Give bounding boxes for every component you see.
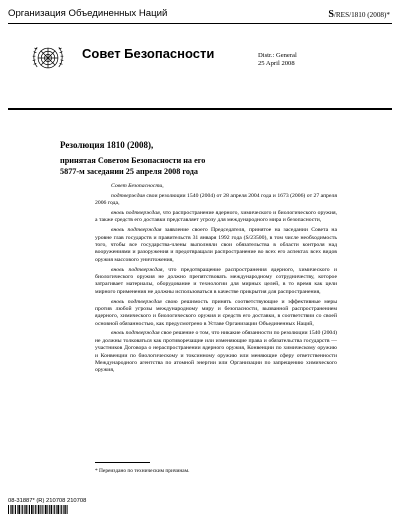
preamble-paragraph <box>95 183 337 190</box>
paragraph-lead: вновь подтверждая <box>111 227 162 234</box>
document-symbol <box>328 9 390 20</box>
paragraph-text: свое решение о том, что никакие обязанности по резолюции 1540 (2004) не должны толковаться как противоречащие или изменяющие права и обязательства государств — участников Договора о нераспространении ядерного оружия, Конвенции по химическому оружию и Конвенции по биологическому и токсинному оружию или меняющие сферу ответственности Международного агентства по атомной энергии или Организации по запрещению химического оружия, <box>95 330 337 374</box>
resolution-title: Резолюция 1810 (2008), <box>60 140 154 150</box>
footnote-rule <box>95 462 150 463</box>
preamble-paragraph <box>95 330 337 374</box>
paragraph-text: что распространение ядерного, химического и биологического оружия, а также средств его доставки представляет угрозу для международного мира и безопасности, <box>95 210 337 224</box>
paragraph-text: свои резолюции 1540 (2004) от 28 апреля 2004 года и 1673 (2006) от 27 апреля 2006 года, <box>95 192 337 207</box>
preamble-paragraph <box>95 210 337 225</box>
organization-name: Организация Объединенных Наций <box>8 8 168 19</box>
distribution: Distr.: General <box>258 52 297 59</box>
paragraph-text: свою решимость принять соответствующие и эффективные меры против любой угрозы международному миру и безопасности, вызванной распространением ядерного, химического и биологического оружия и средств его доставки, в соответствии со своей основной обязанностью, как предусмотрено в Уставе Организации Объединенных Наций, <box>95 298 338 327</box>
paragraph-lead: Совет Безопасности, <box>111 183 164 189</box>
footnote: * Переиздано по техническим причинам. <box>95 468 190 474</box>
paragraph-lead: вновь подтверждая, <box>111 266 164 273</box>
symbol-prefix: S <box>328 9 334 20</box>
adoption-info <box>60 156 205 177</box>
adoption-line-2: 5877-м заседании 25 апреля 2008 года <box>60 166 199 176</box>
paragraph-lead: вновь подтверждая <box>111 330 160 337</box>
issue-date: 25 April 2008 <box>258 60 295 67</box>
resolution-body <box>95 183 337 377</box>
un-emblem-icon <box>30 40 66 76</box>
barcode-icon <box>8 505 68 514</box>
adoption-line-1: принятая Советом Безопасности на его <box>60 156 206 165</box>
paragraph-lead: подтверждая <box>111 192 145 199</box>
preamble-paragraph <box>95 227 337 264</box>
document-number: 08-31887* (R) 210708 210708 <box>8 498 87 504</box>
paragraph-lead: вновь подтверждая, <box>111 210 162 217</box>
preamble-paragraph <box>95 267 337 296</box>
distribution-block <box>258 52 297 68</box>
paragraph-text: заявление своего Председателя, принятое на заседании Совета на уровне глав государств и правительств 31 января 1992 года (S/23500), в том числе необходимость того, чтобы все государства-члены выполняли свои обязательства в области контроля над вооружениями и разоружения и предотвращали распространение во всех его аспектах всех видов оружия массового уничтожения, <box>95 227 337 263</box>
preamble-paragraph <box>95 193 337 208</box>
header-rule <box>8 23 392 24</box>
preamble-paragraph <box>95 299 337 328</box>
council-name: Совет Безопасности <box>82 46 215 61</box>
paragraph-text: что предотвращение распространения ядерного, химического и биологического оружия не должно препятствовать международному сотрудничеству, которое затрагивает материалы, оборудование и технологии для мирных целей, в то время как цели мирного применения не должны использоваться в качестве прикрытия для распространения, <box>95 266 337 295</box>
symbol-suffix: /RES/1810 (2008)* <box>333 11 390 19</box>
paragraph-lead: вновь подтверждая <box>111 298 162 305</box>
title-rule <box>8 108 392 110</box>
